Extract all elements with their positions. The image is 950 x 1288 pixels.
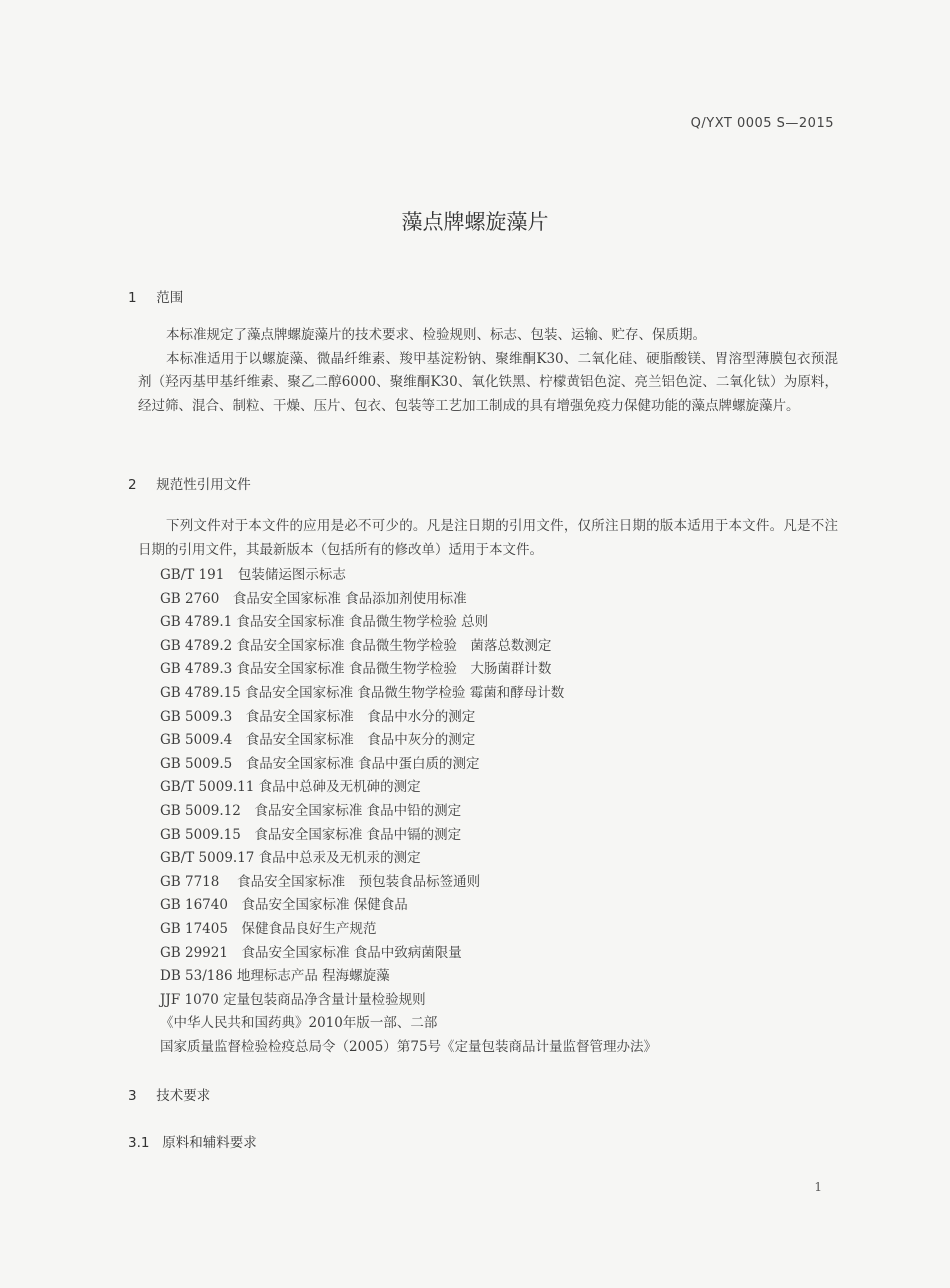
section-number: 1 bbox=[128, 290, 137, 306]
reference-item: GB 4789.1 食品安全国家标准 食品微生物学检验 总则 bbox=[160, 614, 489, 631]
section-title: 原料和辅料要求 bbox=[162, 1135, 257, 1151]
reference-item: GB/T 191 包装储运图示标志 bbox=[160, 567, 346, 583]
reference-item: 国家质量监督检验检疫总局令（2005）第75号《定量包装商品计量监督管理办法》 bbox=[160, 1038, 658, 1055]
reference-item: GB 4789.2 食品安全国家标准 食品微生物学检验 菌落总数测定 bbox=[160, 637, 552, 654]
reference-item: GB 4789.3 食品安全国家标准 食品微生物学检验 大肠菌群计数 bbox=[160, 661, 552, 678]
paragraph: 本标准规定了藻点牌螺旋藻片的技术要求、检验规则、标志、包装、运输、贮存、保质期。 bbox=[166, 327, 706, 343]
document-code: Q/YXT 0005 S—2015 bbox=[690, 116, 834, 131]
reference-item: GB 29921 食品安全国家标准 食品中致病菌限量 bbox=[160, 944, 462, 961]
reference-item: GB 5009.3 食品安全国家标准 食品中水分的测定 bbox=[160, 708, 476, 725]
section-title: 规范性引用文件 bbox=[156, 477, 251, 493]
page-number: 1 bbox=[814, 1180, 822, 1194]
section-3-1-heading bbox=[128, 1131, 257, 1151]
reference-item: GB/T 5009.17 食品中总汞及无机汞的测定 bbox=[160, 850, 421, 867]
section-1-heading bbox=[128, 286, 183, 306]
document-title: 藻点牌螺旋藻片 bbox=[401, 210, 549, 234]
section-3-heading bbox=[128, 1084, 210, 1104]
reference-list bbox=[160, 564, 800, 1059]
section-title: 技术要求 bbox=[156, 1088, 211, 1104]
paragraph: 本标准适用于以螺旋藻、微晶纤维素、羧甲基淀粉钠、聚维酮K30、二氧化硅、硬脂酸镁、胃溶型薄膜包衣预混剂（羟丙基甲基纤维素、聚乙二醇6000、聚维酮K30、氧化铁黑、柠檬黄铝色淀、亮兰铝色淀、二氧化钛）为原料，经过筛、混合、制粒、干燥、压片、包衣、包装等工艺加工制成的具有增强免疫力保健功能的藻点牌螺旋藻片。 bbox=[138, 350, 838, 414]
reference-item: GB/T 5009.11 食品中总砷及无机砷的测定 bbox=[160, 779, 421, 796]
reference-item: GB 5009.15 食品安全国家标准 食品中镉的测定 bbox=[160, 826, 462, 843]
section-number: 2 bbox=[128, 477, 137, 493]
section-number: 3 bbox=[128, 1088, 137, 1104]
reference-item: GB 5009.12 食品安全国家标准 食品中铅的测定 bbox=[160, 802, 462, 819]
reference-item: GB 5009.5 食品安全国家标准 食品中蛋白质的测定 bbox=[160, 755, 480, 772]
reference-item: GB 5009.4 食品安全国家标准 食品中灰分的测定 bbox=[160, 732, 476, 749]
section-2-heading bbox=[128, 473, 251, 493]
reference-item: GB 7718 食品安全国家标准 预包装食品标签通则 bbox=[160, 873, 481, 890]
section-1-body bbox=[138, 324, 838, 418]
paragraph: 下列文件对于本文件的应用是必不可少的。凡是注日期的引用文件，仅所注日期的版本适用于本文件。凡是不注日期的引用文件，其最新版本（包括所有的修改单）适用于本文件。 bbox=[138, 518, 838, 558]
reference-item: GB 16740 食品安全国家标准 保健食品 bbox=[160, 897, 408, 914]
section-2-intro bbox=[138, 515, 838, 562]
reference-item: JJF 1070 定量包装商品净含量计量检验规则 bbox=[160, 991, 426, 1008]
reference-item: 《中华人民共和国药典》2010年版一部、二部 bbox=[160, 1015, 438, 1032]
reference-item: GB 17405 保健食品良好生产规范 bbox=[160, 920, 377, 937]
section-number: 3.1 bbox=[128, 1135, 150, 1151]
section-title: 范围 bbox=[156, 290, 184, 306]
reference-item: GB 2760 食品安全国家标准 食品添加剂使用标准 bbox=[160, 590, 467, 607]
reference-item: DB 53/186 地理标志产品 程海螺旋藻 bbox=[160, 968, 390, 985]
reference-item: GB 4789.15 食品安全国家标准 食品微生物学检验 霉菌和酵母计数 bbox=[160, 684, 565, 701]
